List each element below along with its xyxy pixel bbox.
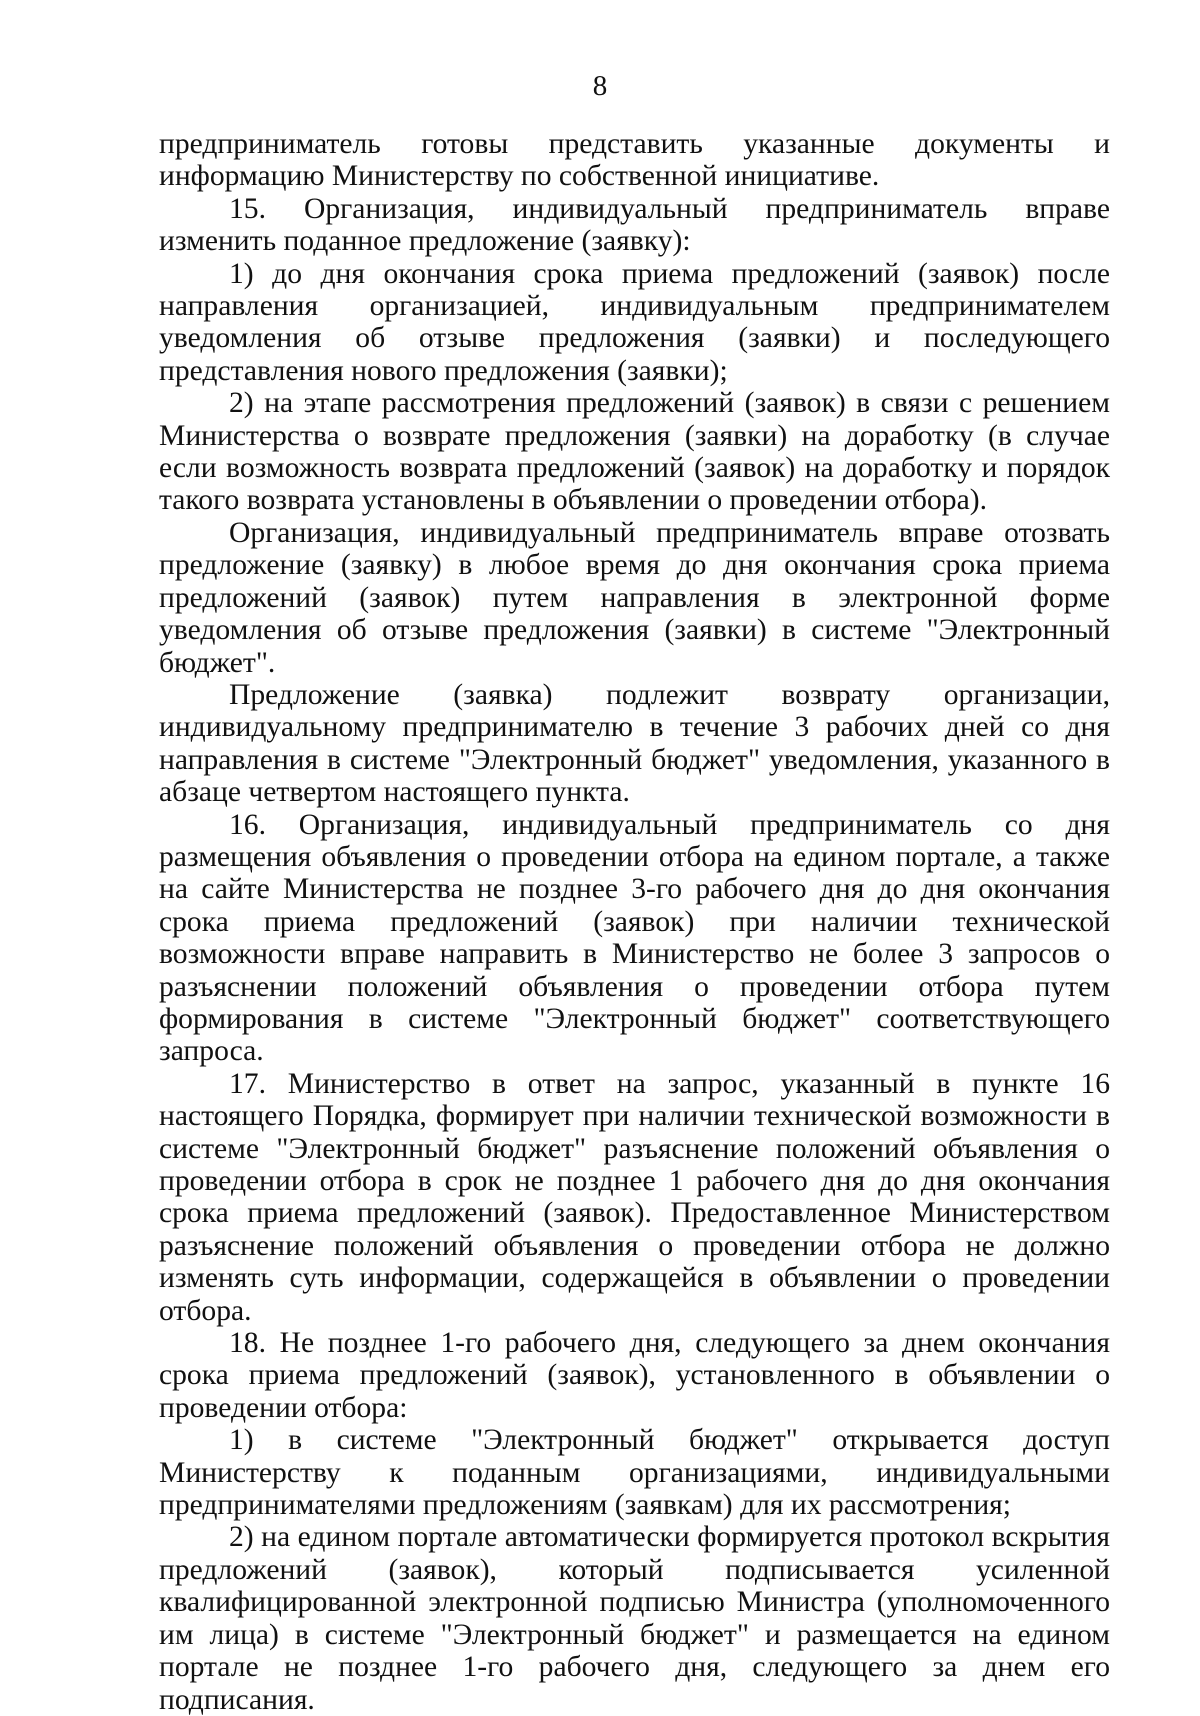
page-number: 8 xyxy=(592,70,608,102)
paragraph-item-16: 16. Организация, индивидуальный предприниматель со дня размещения объявления о проведении отбора на едином портале, а также на сайте Министерства не позднее 3-го рабочего дня до дня окончания срока приема предложений (заявок) при наличии технической возможности вправе направить в Министерство не более 3 запросов о разъяснении положений объявления о проведении отбора путем формирования в системе "Электронный бюджет" соответствующего запроса. xyxy=(159,808,1110,1068)
paragraph-item-18: 18. Не позднее 1-го рабочего дня, следующего за днем окончания срока приема предложений (заявок), установленного в объявлении о проведении отбора: xyxy=(159,1327,1110,1424)
paragraph-item-15-1: 1) до дня окончания срока приема предложений (заявок) после направления организацией, индивидуальным предпринимателем уведомления об отзыве предложения (заявки) и последующего представления нового предложения (заявки); xyxy=(159,257,1110,387)
paragraph-item-15: 15. Организация, индивидуальный предприниматель вправе изменить поданное предложение (заявку): xyxy=(159,192,1110,258)
paragraph-continuation: предприниматель готовы представить указанные документы и информацию Министерству по собственной инициативе. xyxy=(159,128,1110,193)
paragraph-item-18-1: 1) в системе "Электронный бюджет" открывается доступ Министерству к поданным организациями, индивидуальными предпринимателями предложениям (заявкам) для их рассмотрения; xyxy=(159,1424,1110,1522)
paragraph-withdrawal: Организация, индивидуальный предприниматель вправе отозвать предложение (заявку) в любое время до дня окончания срока приема предложений (заявок) путем направления в электронной форме уведомления об отзыве предложения (заявки) в системе "Электронный бюджет". xyxy=(159,516,1110,679)
document-body xyxy=(159,128,1110,1716)
paragraph-item-18-2: 2) на едином портале автоматически формируется протокол вскрытия предложений (заявок), который подписывается усиленной квалифицированной электронной подписью Министра (уполномоченного им лица) в системе "Электронный бюджет" и размещается на едином портале не позднее 1-го рабочего дня, следующего за днем его подписания. xyxy=(159,1521,1110,1716)
paragraph-item-17: 17. Министерство в ответ на запрос, указанный в пункте 16 настоящего Порядка, формирует при наличии технической возможности в системе "Электронный бюджет" разъяснение положений объявления о проведении отбора в срок не позднее 1 рабочего дня до дня окончания срока приема предложений (заявок). Предоставленное Министерством разъяснение положений объявления о проведении отбора не должно изменять суть информации, содержащейся в объявлении о проведении отбора. xyxy=(159,1067,1110,1327)
paragraph-item-15-2: 2) на этапе рассмотрения предложений (заявок) в связи с решением Министерства о возврате предложения (заявки) на доработку (в случае если возможность возврата предложений (заявок) на доработку и порядок такого возврата установлены в объявлении о проведении отбора). xyxy=(159,387,1110,517)
paragraph-return: Предложение (заявка) подлежит возврату организации, индивидуальному предпринимателю в течение 3 рабочих дней со дня направления в системе "Электронный бюджет" уведомления, указанного в абзаце четвертом настоящего пункта. xyxy=(159,678,1110,809)
